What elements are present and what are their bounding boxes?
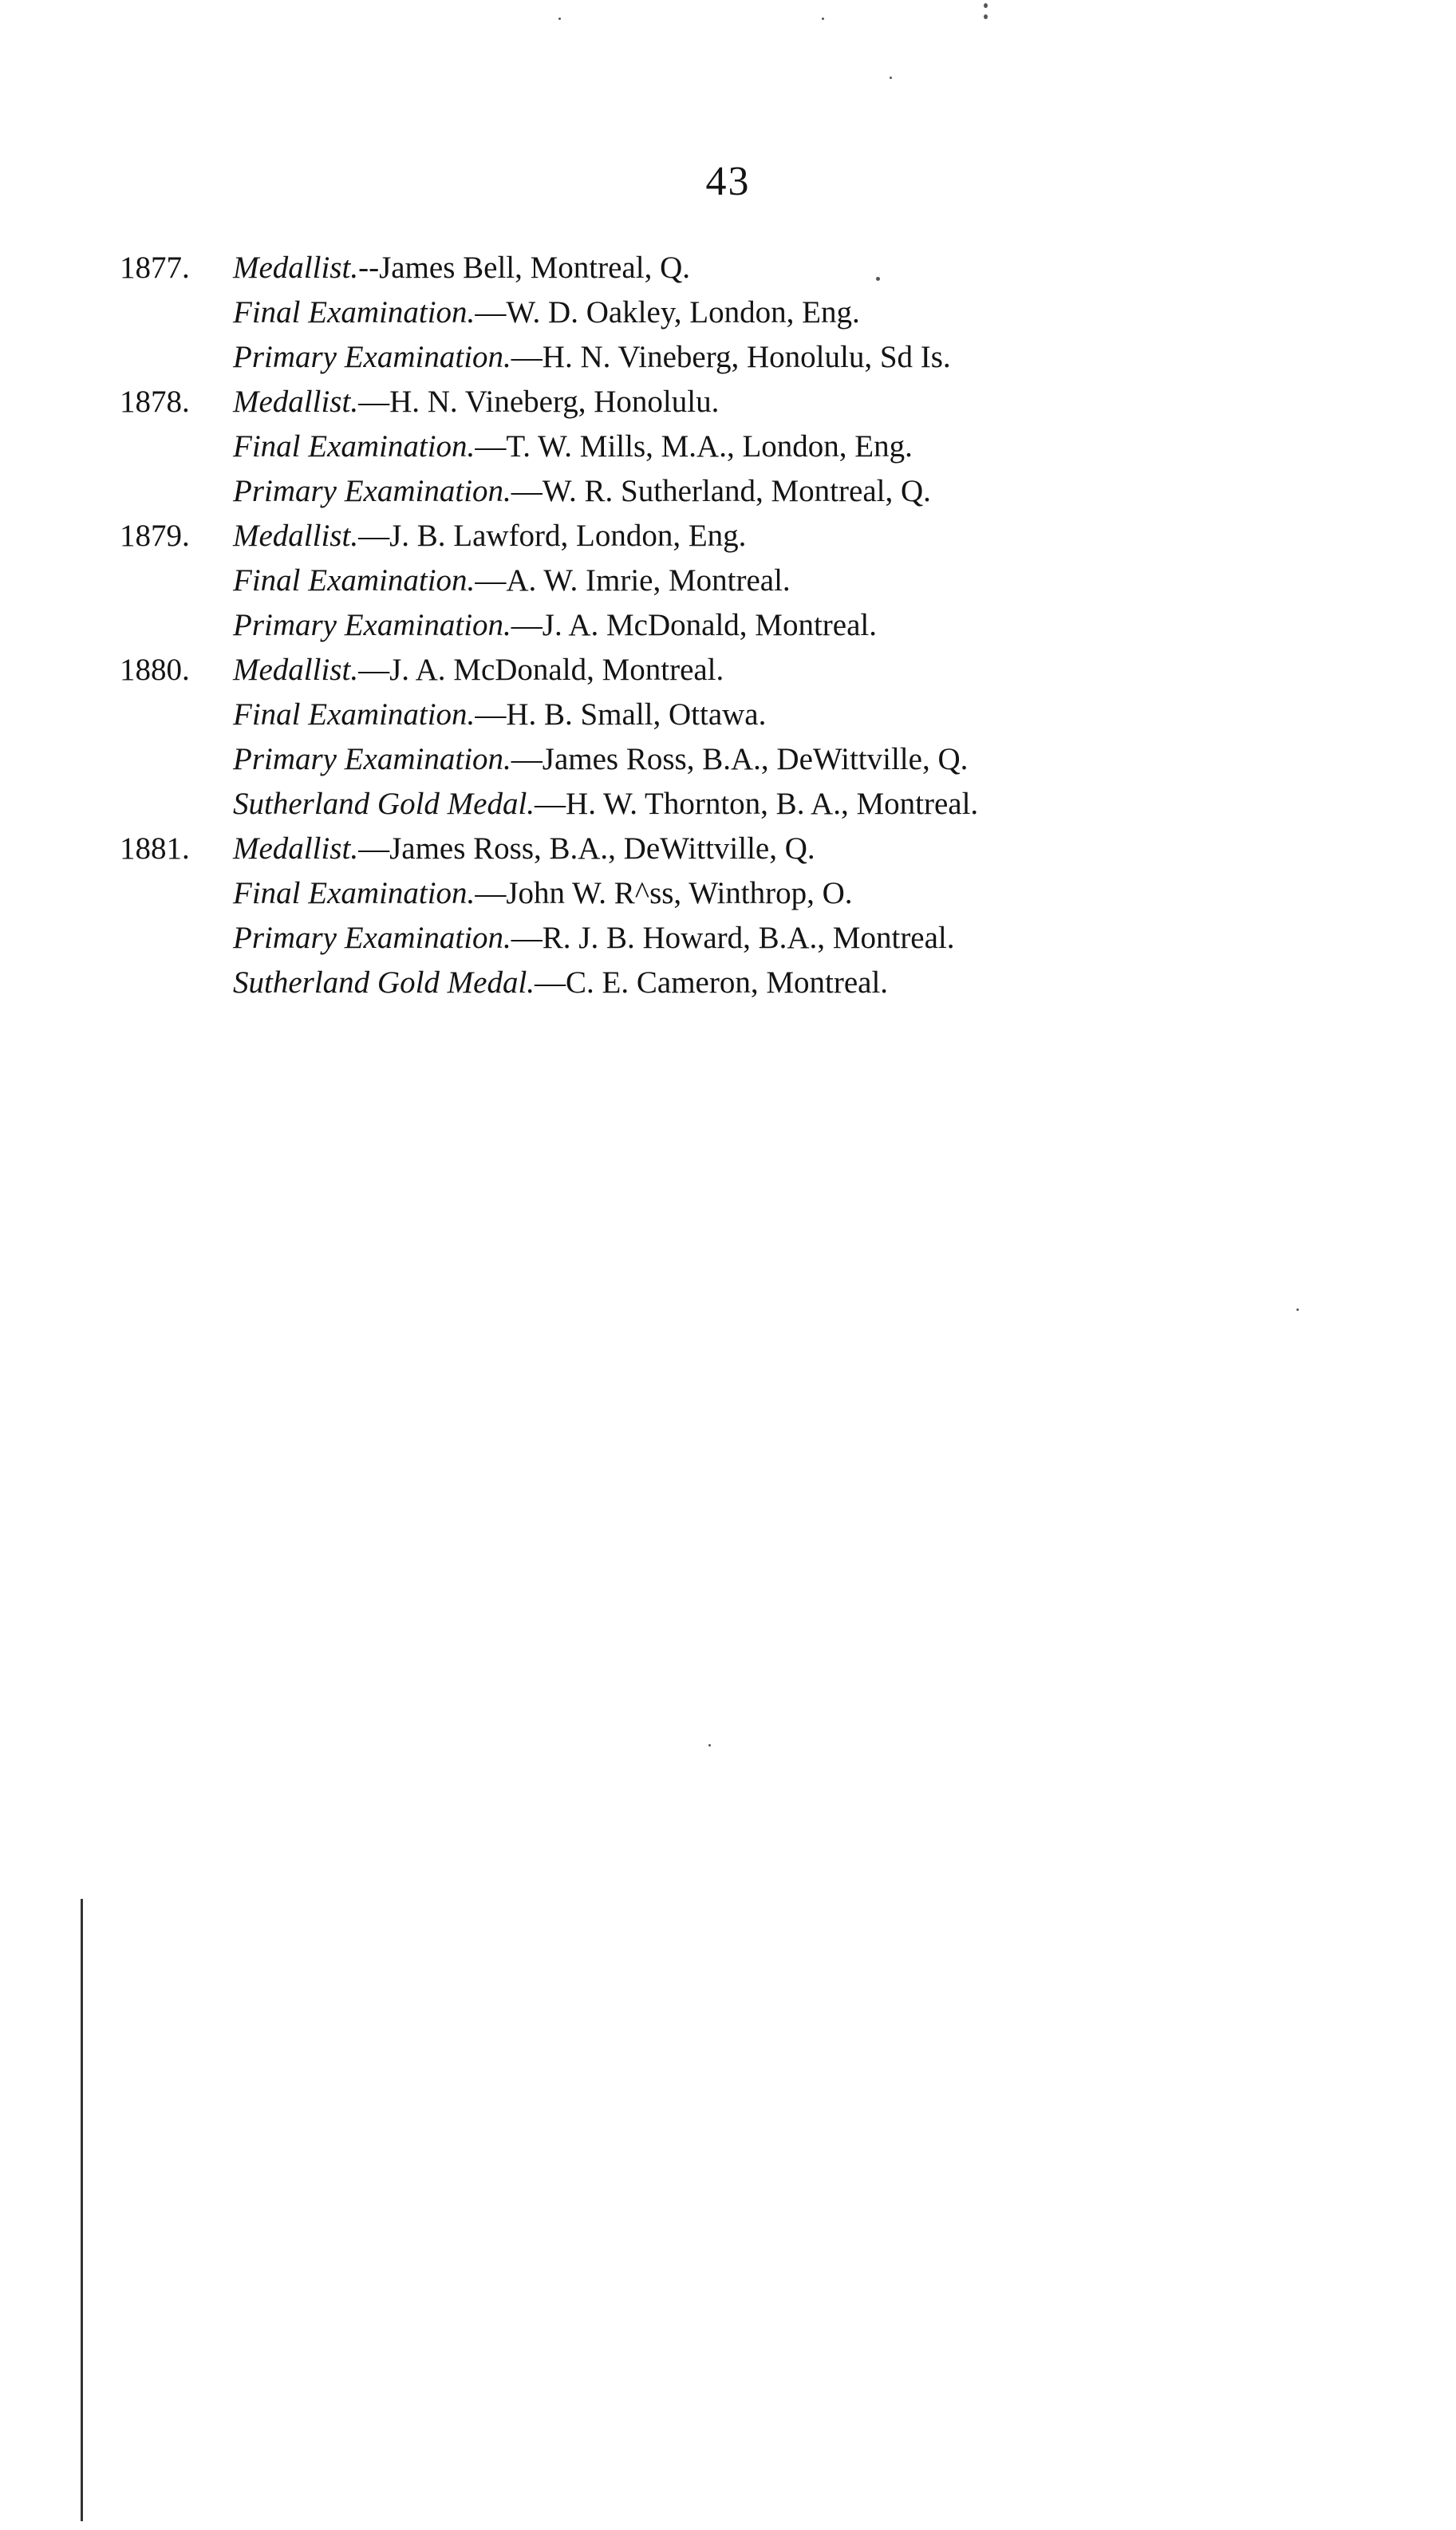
separator: — <box>511 742 543 776</box>
page-number: 43 <box>705 159 751 204</box>
award-entry <box>120 424 1237 469</box>
recipient: James Bell, Montreal, Q. <box>379 251 690 285</box>
award-title: Medallist. <box>233 519 359 553</box>
year-block-1877 <box>120 246 1237 380</box>
award-entry <box>120 648 1237 693</box>
separator: — <box>475 697 507 732</box>
separator: — <box>358 831 390 866</box>
award-entry <box>120 380 1237 424</box>
award-entry <box>120 782 1237 827</box>
award-entry <box>120 916 1237 961</box>
scan-speck <box>822 18 824 20</box>
separator: — <box>475 295 507 330</box>
award-title: Final Examination. <box>233 876 475 910</box>
recipient: H. W. Thornton, B. A., Montreal. <box>566 787 979 821</box>
separator: — <box>358 385 390 419</box>
award-title: Medallist. <box>233 653 359 687</box>
award-title: Medallist. <box>233 251 359 285</box>
recipient: H. B. Small, Ottawa. <box>506 697 767 732</box>
award-entry <box>120 335 1237 380</box>
award-title: Sutherland Gold Medal. <box>233 965 535 1000</box>
scan-speck <box>1296 1308 1299 1311</box>
award-title: Medallist. <box>233 385 359 419</box>
year-block-1879 <box>120 514 1237 648</box>
recipient: W. R. Sutherland, Montreal, Q. <box>542 474 931 508</box>
award-entry <box>120 693 1237 737</box>
recipient: C. E. Cameron, Montreal. <box>566 965 889 1000</box>
award-title: Primary Examination. <box>233 921 511 955</box>
recipient: H. N. Vineberg, Honolulu, Sd Is. <box>542 340 951 374</box>
scan-speck <box>876 277 880 281</box>
recipient: James Ross, B.A., DeWittville, Q. <box>542 742 969 776</box>
award-title: Final Examination. <box>233 697 475 732</box>
scan-speck <box>984 14 988 19</box>
award-entry <box>120 246 1237 290</box>
scan-speck <box>708 1744 711 1747</box>
award-entry <box>120 469 1237 514</box>
recipient: T. W. Mills, M.A., London, Eng. <box>506 429 913 464</box>
recipient: H. N. Vineberg, Honolulu. <box>389 385 720 419</box>
award-entry <box>120 558 1237 603</box>
award-entry <box>120 827 1237 871</box>
award-title: Medallist. <box>233 831 359 866</box>
year-label: 1881. <box>120 831 190 866</box>
year-label: 1878. <box>120 385 190 419</box>
award-title: Final Examination. <box>233 563 475 598</box>
separator: — <box>535 787 566 821</box>
award-title: Primary Examination. <box>233 742 511 776</box>
recipient: W. D. Oakley, London, Eng. <box>506 295 860 330</box>
separator: — <box>475 429 507 464</box>
separator: — <box>511 921 543 955</box>
recipient: J. A. McDonald, Montreal. <box>542 608 877 642</box>
separator: — <box>358 519 390 553</box>
separator: — <box>475 563 507 598</box>
award-title: Primary Examination. <box>233 474 511 508</box>
award-entry <box>120 871 1237 916</box>
year-label: 1880. <box>120 653 190 687</box>
recipient: John W. R^ss, Winthrop, O. <box>506 876 853 910</box>
award-entry <box>120 514 1237 558</box>
award-title: Primary Examination. <box>233 608 511 642</box>
award-title: Sutherland Gold Medal. <box>233 787 535 821</box>
scan-speck <box>558 18 561 20</box>
year-block-1881 <box>120 827 1237 1005</box>
separator: — <box>358 653 390 687</box>
scan-speck <box>984 3 988 8</box>
award-entry <box>120 290 1237 335</box>
year-block-1878 <box>120 380 1237 514</box>
award-entry <box>120 737 1237 782</box>
recipient: J. B. Lawford, London, Eng. <box>389 519 747 553</box>
award-entry <box>120 603 1237 648</box>
recipient: A. W. Imrie, Montreal. <box>506 563 791 598</box>
scan-speck <box>890 77 892 79</box>
year-block-1880 <box>120 648 1237 827</box>
recipient: J. A. McDonald, Montreal. <box>389 653 724 687</box>
separator: — <box>535 965 566 1000</box>
separator: — <box>475 876 507 910</box>
year-label: 1877. <box>120 251 190 285</box>
award-title: Final Examination. <box>233 295 475 330</box>
separator: — <box>511 608 543 642</box>
award-title: Final Examination. <box>233 429 475 464</box>
separator: — <box>511 340 543 374</box>
award-entry <box>120 961 1237 1005</box>
binding-edge <box>81 1899 83 2521</box>
separator: -- <box>358 251 380 285</box>
recipient: R. J. B. Howard, B.A., Montreal. <box>542 921 955 955</box>
recipient: James Ross, B.A., DeWittville, Q. <box>389 831 815 866</box>
awards-list <box>120 246 1237 1005</box>
award-title: Primary Examination. <box>233 340 511 374</box>
separator: — <box>511 474 543 508</box>
year-label: 1879. <box>120 519 190 553</box>
